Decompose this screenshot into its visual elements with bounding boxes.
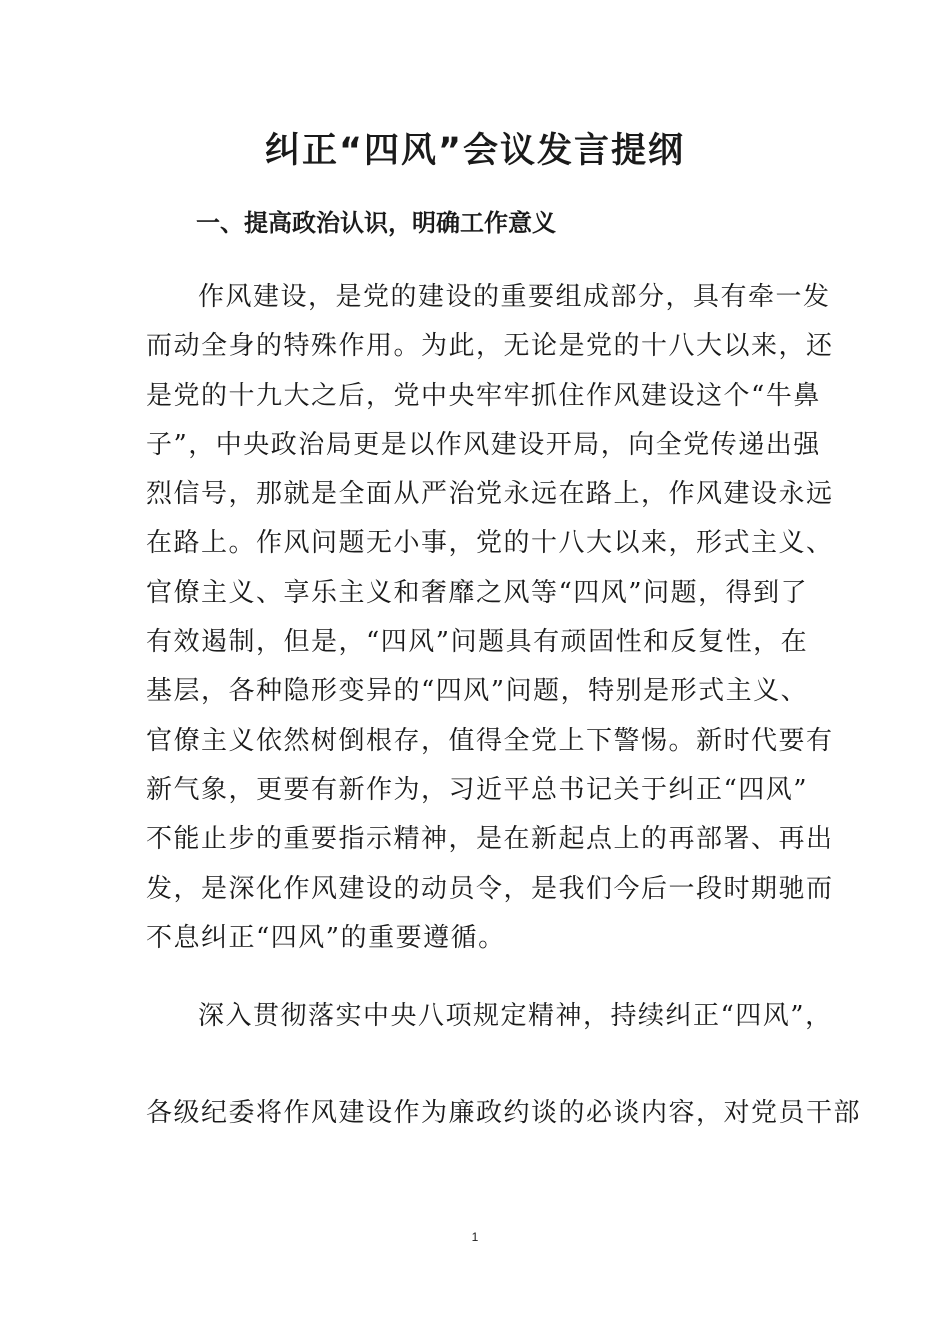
paragraph-line: 不息纠正“四风”的重要遵循。 [146,922,506,953]
paragraph-line: 子”，中央政治局更是以作风建设开局，向全党传递出强 [146,429,821,460]
page-number: 1 [471,1230,479,1244]
paragraph-line: 作风建设，是党的建设的重要组成部分，具有牵一发 [198,282,831,312]
paragraph-2 [146,992,833,1041]
paragraph-line: 发，是深化作风建设的动员令，是我们今后一段时期驰而 [146,873,834,904]
paragraph-line: 基层，各种隐形变异的“四风”问题，特别是形式主义、 [146,676,809,707]
paragraph-1 [146,273,834,963]
paragraph-line: 不能止步的重要指示精神，是在新起点上的再部署、再出 [146,824,834,855]
paragraph-line: 各级纪委将作风建设作为廉政约谈的必谈内容，对党员干部 [146,1098,862,1128]
paragraph-line: 烈信号，那就是全面从严治党永远在路上，作风建设永远 [146,479,834,510]
paragraph-line: 官僚主义依然树倒根存，值得全党上下警惕。新时代要有 [146,725,834,756]
paragraph-line: 深入贯彻落实中央八项规定精神，持续纠正“四风”， [198,1001,833,1031]
paragraph-line: 在路上。作风问题无小事，党的十八大以来，形式主义、 [146,528,834,559]
paragraph-line: 有效遏制，但是，“四风”问题具有顽固性和反复性，在 [146,627,809,658]
paragraph-line: 官僚主义、享乐主义和奢靡之风等“四风”问题，得到了 [146,577,809,608]
paragraph-line: 新气象，更要有新作为，习近平总书记关于纠正“四风” [146,774,809,805]
paragraph-line: 是党的十九大之后，党中央牢牢抓住作风建设这个“牛鼻 [146,380,821,411]
paragraph-3 [146,1089,862,1138]
paragraph-line: 而动全身的特殊作用。为此，无论是党的十八大以来，还 [146,331,834,362]
document-title: 纠正“四风”会议发言提纲 [264,131,685,171]
section-heading: 一、提高政治认识，明确工作意义 [196,209,556,237]
